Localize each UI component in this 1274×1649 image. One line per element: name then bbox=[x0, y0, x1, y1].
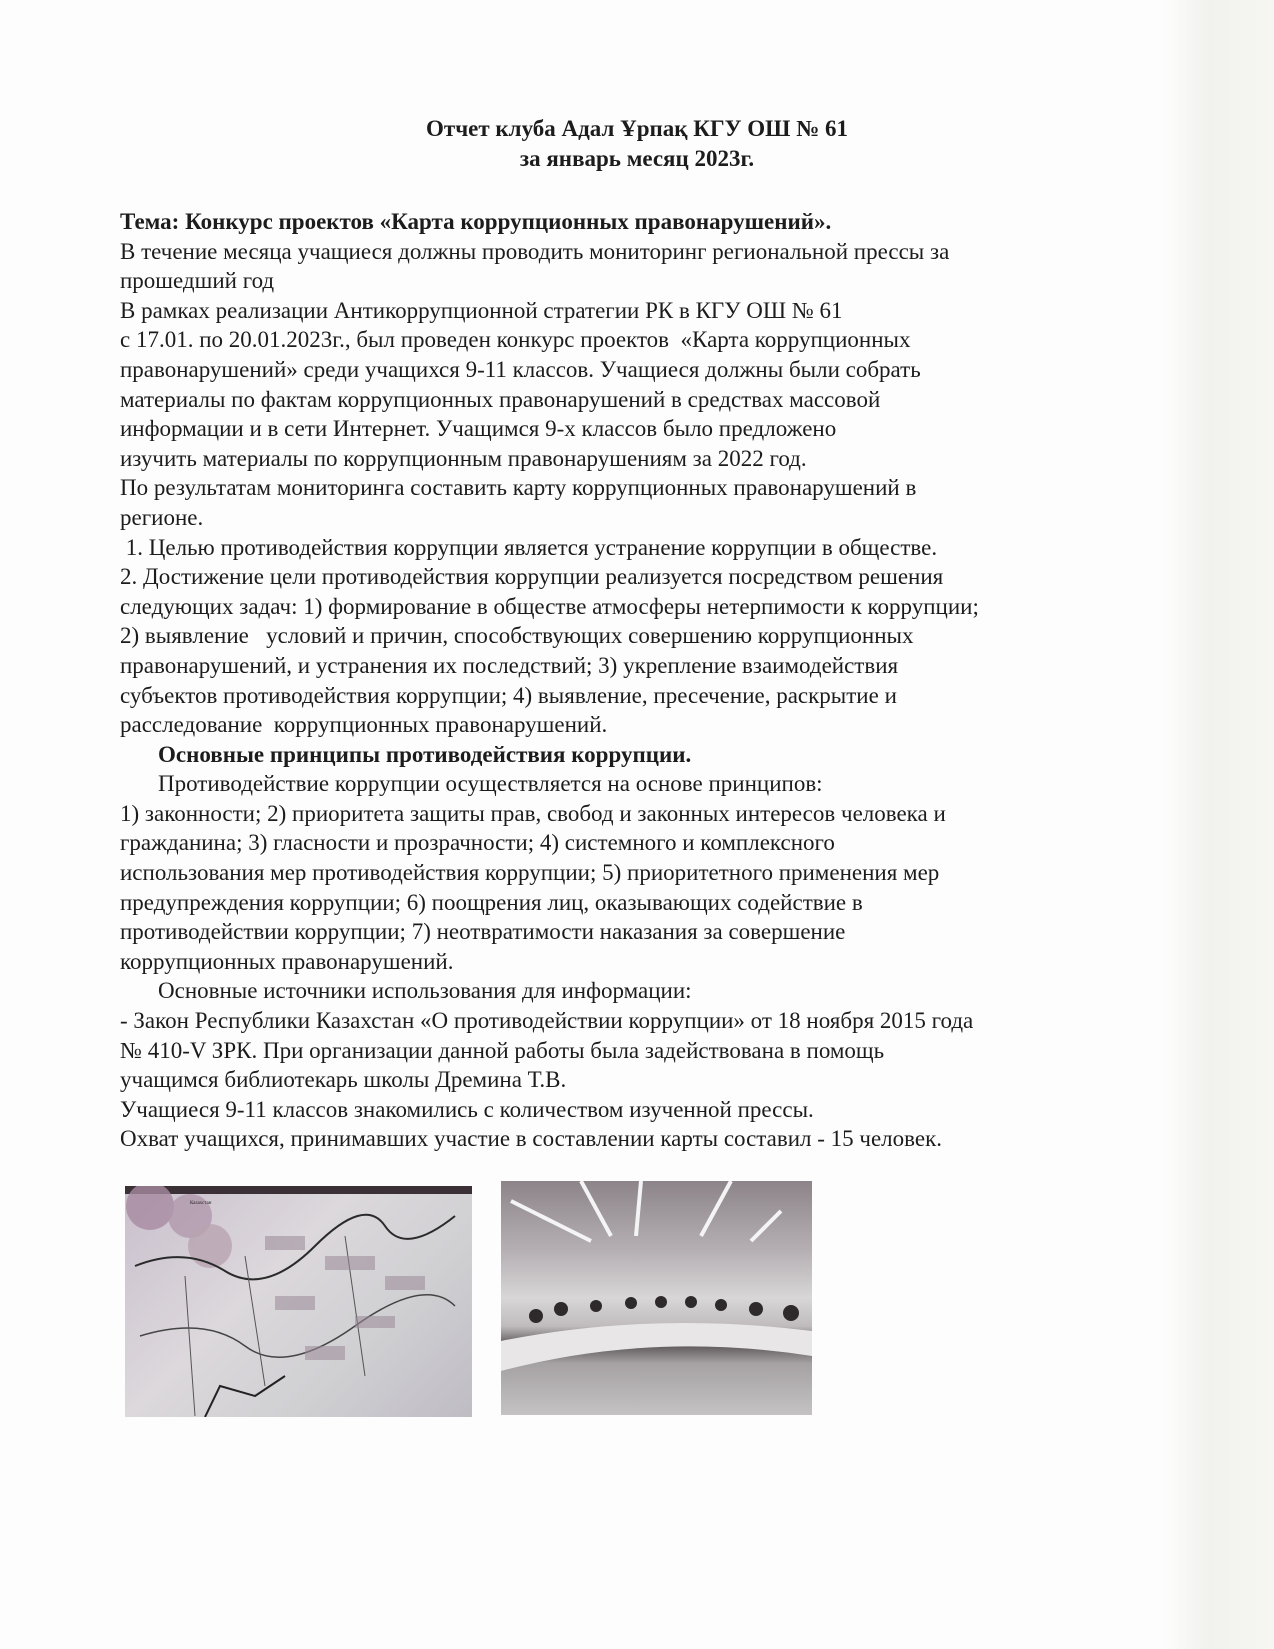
text-line: Учащиеся 9-11 классов знакомились с количеством изученной прессы. bbox=[120, 1096, 814, 1122]
text-line: коррупционных правонарушений. bbox=[120, 948, 454, 974]
text-line: информации и в сети Интернет. Учащимся 9-х классов было предложено bbox=[120, 416, 837, 442]
text-line: Противодействие коррупции осуществляется на основе принципов: bbox=[158, 771, 823, 797]
text-line: регионе. bbox=[120, 504, 204, 530]
map-label: Казахстан bbox=[190, 1201, 212, 1206]
text-line: материалы по фактам коррупционных правонарушений в средствах массовой bbox=[120, 386, 881, 412]
text-line: В рамках реализации Антикоррупционной стратегии РК в КГУ ОШ № 61 bbox=[120, 297, 843, 323]
text-line: По результатам мониторинга составить карту коррупционных правонарушений в bbox=[120, 475, 917, 501]
report-title: Отчет клуба Адал Ұрпақ КГУ ОШ № 61 bbox=[426, 116, 848, 141]
text-line: изучить материалы по коррупционным правонарушениям за 2022 год. bbox=[120, 445, 807, 471]
text-line: гражданина; 3) гласности и прозрачности; 4) системного и комплексного bbox=[120, 830, 835, 856]
scan-edge-shadow bbox=[1164, 0, 1274, 1649]
text-line: 1. Целью противодействия коррупции является устранение коррупции в обществе. bbox=[120, 534, 938, 560]
text-line: учащимся библиотекарь школы Дремина Т.В. bbox=[120, 1067, 567, 1093]
text-line: следующих задач: 1) формирование в обществе атмосферы нетерпимости к коррупции; bbox=[120, 593, 979, 619]
text-line: - Закон Республики Казахстан «О противодействии коррупции» от 18 ноября 2015 года bbox=[120, 1008, 974, 1034]
report-subtitle: за январь месяц 2023г. bbox=[519, 146, 755, 171]
text-line: 1) законности; 2) приоритета защиты прав, свобод и законных интересов человека и bbox=[120, 800, 946, 826]
text-line: 2) выявление условий и причин, способствующих совершению коррупционных bbox=[120, 623, 914, 649]
photo-classroom-meeting bbox=[501, 1181, 812, 1415]
text-line: противодействии коррупции; 7) неотвратимости наказания за совершение bbox=[120, 919, 846, 945]
text-line: с 17.01. по 20.01.2023г., был проведен конкурс проектов «Карта коррупционных bbox=[120, 327, 911, 353]
text-line: Основные источники использования для информации: bbox=[158, 978, 692, 1004]
text-line: использования мер противодействия коррупции; 5) приоритетного применения мер bbox=[120, 860, 940, 886]
text-line: расследование коррупционных правонарушений. bbox=[120, 712, 608, 738]
text-line: № 410-V ЗРК. При организации данной работы была задействована в помощь bbox=[120, 1037, 885, 1063]
text-line: Охват учащихся, принимавших участие в составлении карты составил - 15 человек. bbox=[120, 1126, 943, 1152]
text-line: предупреждения коррупции; 6) поощрения лиц, оказывающих содействие в bbox=[120, 889, 863, 915]
text-line: 2. Достижение цели противодействия коррупции реализуется посредством решения bbox=[120, 564, 944, 590]
text-line: субъектов противодействия коррупции; 4) выявление, пресечение, раскрытие и bbox=[120, 682, 897, 708]
section-heading: Основные принципы противодействия коррупции. bbox=[158, 741, 692, 767]
report-body bbox=[120, 207, 1120, 1154]
text-line: правонарушений, и устранения их последствий; 3) укрепление взаимодействия bbox=[120, 652, 899, 678]
section-heading: Тема: Конкурс проектов «Карта коррупционных правонарушений». bbox=[120, 209, 832, 234]
photo-corruption-map bbox=[125, 1186, 472, 1417]
text-line: правонарушений» среди учащихся 9-11 классов. Учащиеся должны были собрать bbox=[120, 356, 921, 382]
text-line: прошедший год bbox=[120, 268, 275, 294]
text-line: В течение месяца учащиеся должны проводить мониторинг региональной прессы за bbox=[120, 238, 950, 264]
